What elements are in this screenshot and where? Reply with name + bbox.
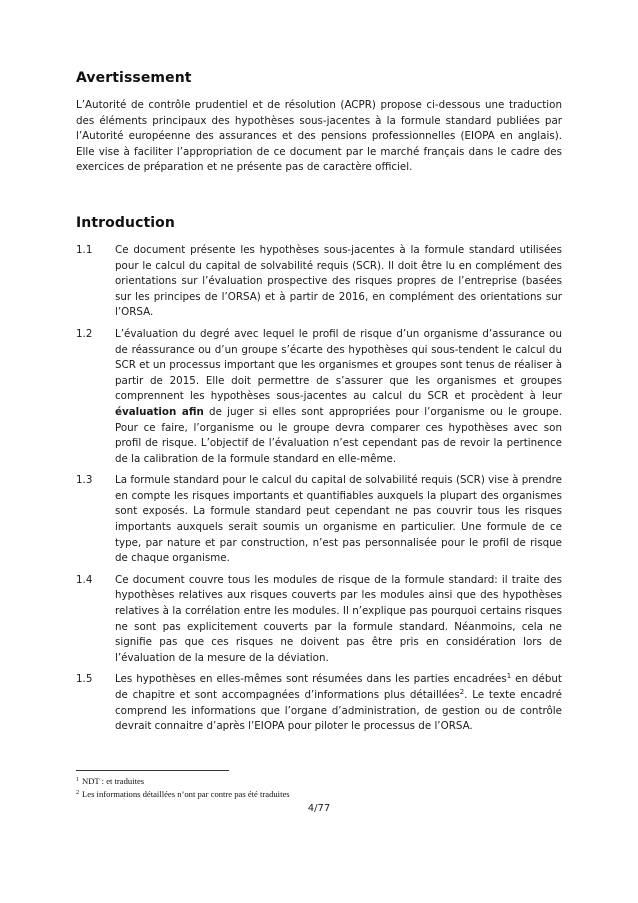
paragraph-text-end: de juger si elles sont appropriées pour l’organisme ou le groupe. Pour ce faire, l’organisme ou le groupe devra comparer ces hypothèses avec son profil de risque. L’objectif de l’évaluation n’est cependant pas de revoir la pertinence de la calibration de la formule standard en elle-même. xyxy=(115,405,562,465)
page-content xyxy=(76,66,562,741)
warning-paragraph: L’Autorité de contrôle prudentiel et de résolution (ACPR) propose ci-dessous une traduction des éléments principaux des hypothèses sous-jacentes à la formule standard publiées par l’Autorité européenne des assurances et des pensions professionnelles (EIOPA en anglais). Elle vise à faciliter l’appropriation de ce document par le marché français dans le cadre des exercices de préparation et ne présente pas de caractère officiel. xyxy=(76,99,562,174)
paragraph-item xyxy=(76,573,562,667)
paragraph-text-part: Les hypothèses en elles-mêmes sont résumées dans les parties encadrées xyxy=(115,673,507,686)
paragraph-text: Ce document présente les hypothèses sous-jacentes à la formule standard utilisées pour le calcul du capital de solvabilité requis (SCR). Il doit être lu en complément des orientations sur l’évaluation prospective des risques propres de l’entreprise (basées sur les principes de l’ORSA) et à partir de 2016, en complément des orientations sur l’ORSA. xyxy=(115,243,562,319)
footnote-number: 2 xyxy=(76,789,79,796)
paragraph-text xyxy=(115,327,562,467)
paragraph-number: 1.2 xyxy=(76,327,93,340)
paragraph-text: La formule standard pour le calcul du capital de solvabilité requis (SCR) vise à prendre en compte les risques importants et quantifiables auxquels la plupart des organismes sont exposés. La formule standard peut cependant ne pas couvrir tous les risques importants auxquels serait soumis un organisme en particulier. Une formule de ce type, par nature et par construction, n’est pas personnalisée pour le profil de risque de chaque organisme. xyxy=(115,474,562,565)
footnote-separator xyxy=(76,770,229,771)
paragraph-text: Ce document couvre tous les modules de risque de la formule standard: il traite des hypothèses relatives aux risques couverts par les modules ainsi que des hypothèses relatives à la corrélation entre les modules. Il n’explique pas pourquoi certains risques ne sont pas explicitement couverts par la formule standard. Néanmoins, cela ne signifie pas que ces risques ne doivent pas être pris en considération lors de l’évaluation de la mesure de la déviation. xyxy=(115,573,562,664)
footnote-reference[interactable]: 1 xyxy=(506,672,512,681)
footnote xyxy=(76,788,562,801)
paragraph-number: 1.1 xyxy=(76,243,93,256)
page-number: 4/77 xyxy=(307,803,331,814)
footnote-reference[interactable]: 2 xyxy=(459,688,465,696)
footnote-number: 1 xyxy=(76,777,79,783)
warning-heading: Avertissement xyxy=(76,70,192,86)
paragraph-text-start: L’évaluation du degré avec lequel le profil de risque d’un organisme d’assurance ou de réassurance ou d’un groupe s’écarte des hypothèses qui sous-tendent le calcul du SCR et un processus important que les organismes et groupes sont tenus de réaliser à partir de 2015. Elle doit permettre de s’assurer que les organismes et groupes comprennent les hypothèses sous-jacentes au calcul du SCR et procèdent à leur xyxy=(115,327,562,403)
paragraph-number: 1.4 xyxy=(76,573,93,586)
paragraph-item xyxy=(76,243,562,321)
paragraph-text-part: . Le texte encadré comprend les informations que l’organe d’administration, de gestion ou de contrôle devrait connaitre d’après l’EIOPA pour piloter le processus de l’ORSA. xyxy=(115,689,562,733)
paragraph-text-part: en début de chapitre et sont accompagnées d’informations plus détaillées xyxy=(115,673,562,701)
paragraph-bold-text: évaluation afin xyxy=(115,405,204,418)
paragraph-item xyxy=(76,327,562,467)
paragraph-item xyxy=(76,672,562,734)
footnotes xyxy=(76,775,562,800)
paragraph-number: 1.5 xyxy=(76,673,93,686)
footnote-text: NDT : et traduites xyxy=(82,776,145,786)
footnote-text: Les informations détaillées n’ont par contre pas été traduites xyxy=(82,788,290,799)
footnote xyxy=(76,775,562,788)
introduction-heading: Introduction xyxy=(76,214,175,231)
paragraph-text xyxy=(115,672,562,734)
paragraph-number: 1.3 xyxy=(76,474,93,487)
introduction-items xyxy=(76,243,562,735)
paragraph-item xyxy=(76,473,562,567)
